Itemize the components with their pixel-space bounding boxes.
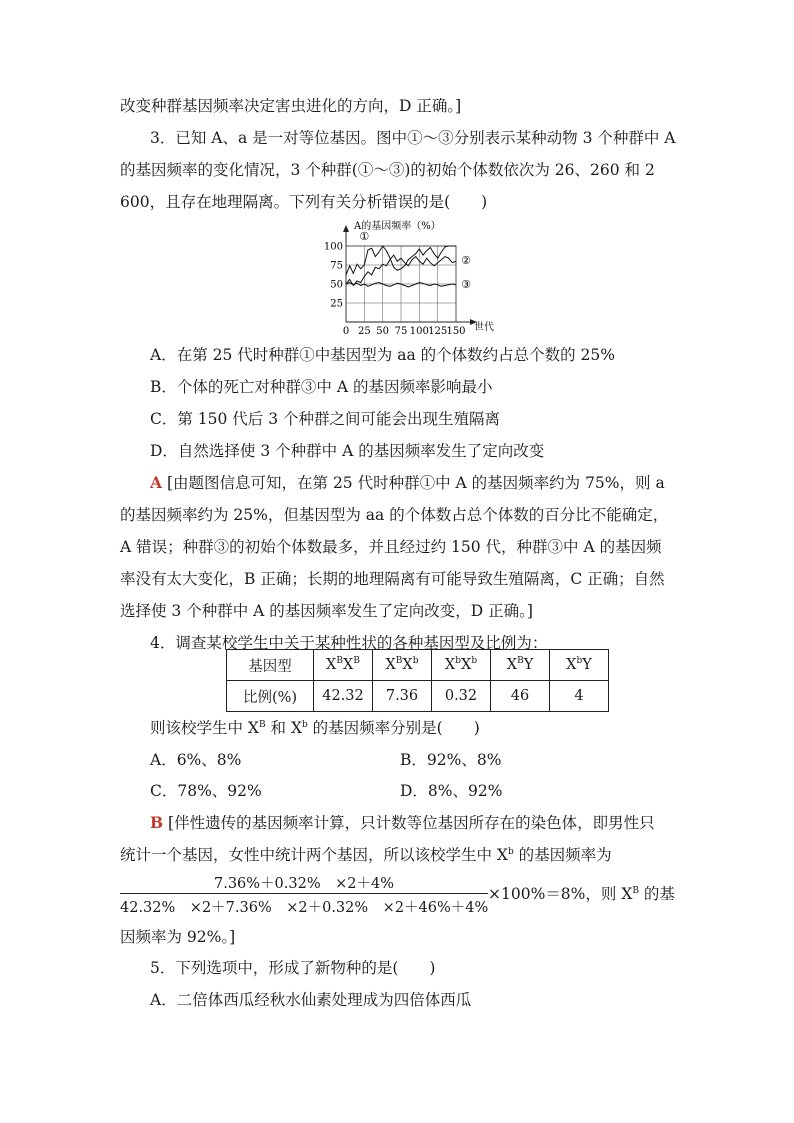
fraction-denominator: 42.32% ×2＋7.36% ×2＋0.32% ×2＋46%＋4% — [120, 900, 489, 916]
series-label-2: ② — [461, 254, 471, 268]
x-tick-label: 150 — [446, 326, 466, 336]
x-tick-label: 75 — [394, 326, 408, 336]
x-axis-label: 世代 — [474, 322, 494, 333]
text-line: 600，且存在地理隔离。下列有关分析错误的是( ) — [120, 193, 488, 211]
option-a: A．二倍体西瓜经秋水仙素处理成为四倍体西瓜 — [150, 991, 472, 1009]
table-cell: $X^BY$ — [491, 650, 550, 681]
question-3-stem: 3．已知 A、a 是一对等位基因。图中①～③分别表示某种动物 3 个种群中 A — [150, 129, 676, 147]
option-d: D．8%、92% — [400, 782, 503, 800]
question-4-stem: 4．调查某校学生中关于某种性状的各种基因型及比例为： — [150, 634, 548, 652]
chart-title: A的基因频率（%） — [354, 221, 441, 232]
table-cell: 42.32 — [314, 681, 373, 712]
table-cell: 4 — [550, 681, 609, 712]
text-line: 因频率为 92%。] — [120, 928, 236, 946]
table-row — [227, 681, 609, 712]
series-label-1: ① — [359, 230, 370, 243]
answer-explanation — [150, 813, 655, 833]
y-tick-label: 25 — [330, 298, 343, 310]
frequency-fraction — [120, 872, 488, 917]
fraction-numerator: 7.36%＋0.32% ×2＋4% — [213, 876, 394, 892]
y-axis-arrow — [343, 225, 349, 232]
x-tick-label: 125 — [428, 326, 448, 336]
table-header-row — [227, 650, 609, 681]
text-line: 率没有太大变化，B 正确；长期的地理隔离有可能导致生殖隔离，C 正确；自然 — [120, 570, 665, 588]
gene-frequency-chart — [322, 216, 502, 336]
genotype-table — [226, 649, 609, 712]
text-line: 统计一个基因，女性中统计两个基因，所以该校学生中 $X^b$ 的基因频率为 — [120, 846, 612, 864]
answer-letter: A — [150, 473, 163, 492]
text-line: A 错误；种群③的初始个体数最多，并且经过约 150 代，种群③中 A 的基因频 — [120, 538, 662, 556]
answer-letter: B — [150, 813, 164, 832]
explanation-text: [由题图信息可知，在第 25 代时种群①中 A 的基因频率约为 75%，则 a — [166, 474, 665, 492]
x-tick-label: 25 — [357, 326, 371, 336]
table-cell: $X^bX^b$ — [432, 650, 491, 681]
answer-explanation — [150, 473, 665, 493]
x-tick-label: 50 — [376, 326, 390, 336]
x-tick-label: 100 — [409, 326, 429, 336]
option-c: C．78%、92% — [150, 782, 262, 800]
text-line: 选择使 3 个种群中 A 的基因频率发生了定向改变，D 正确。] — [120, 602, 533, 620]
y-tick-label: 50 — [330, 279, 343, 291]
fraction-bar — [120, 893, 488, 894]
y-tick-label: 75 — [330, 260, 343, 272]
question-4-ask: 则该校学生中 $X^B$ 和 $X^b$ 的基因频率分别是( ) — [150, 719, 480, 737]
option-a: A．在第 25 代时种群①中基因型为 aa 的个体数约占总个数的 25% — [150, 346, 615, 364]
table-cell: $X^BX^b$ — [373, 650, 432, 681]
text-line: 的基因频率约为 25%，但基因型为 aa 的个体数占总个体数的百分比不能确定， — [120, 506, 669, 524]
text-line: 改变种群基因频率决定害虫进化的方向，D 正确。] — [120, 97, 462, 115]
text-line: 的基因频率的变化情况，3 个种群(①～③)的初始个体数依次为 26、260 和 2 — [120, 161, 655, 179]
series-label-3: ③ — [461, 277, 471, 291]
option-a: A．6%、8% — [150, 751, 242, 769]
option-b: B．个体的死亡对种群③中 A 的基因频率影响最小 — [150, 378, 493, 396]
y-tick-label: 100 — [323, 241, 343, 253]
x-tick-label: 0 — [342, 326, 350, 336]
table-cell: 46 — [491, 681, 550, 712]
table-cell: 基因型 — [227, 650, 314, 681]
option-b: B．92%、8% — [400, 751, 502, 769]
table-cell: 比例(%) — [227, 681, 314, 712]
table-cell: $X^bY$ — [550, 650, 609, 681]
table-cell: 7.36 — [373, 681, 432, 712]
option-d: D．自然选择使 3 个种群中 A 的基因频率发生了定向改变 — [150, 442, 545, 460]
option-c: C．第 150 代后 3 个种群之间可能会出现生殖隔离 — [150, 410, 501, 428]
question-5-stem: 5．下列选项中，形成了新物种的是( ) — [150, 959, 436, 977]
fraction-result: ×100%＝8%，则 $X^B$ 的基 — [488, 885, 675, 903]
table-cell: $X^BX^B$ — [314, 650, 373, 681]
table-cell: 0.32 — [432, 681, 491, 712]
explanation-text: [伴性遗传的基因频率计算，只计数等位基因所存在的染色体，即男性只 — [168, 814, 655, 832]
